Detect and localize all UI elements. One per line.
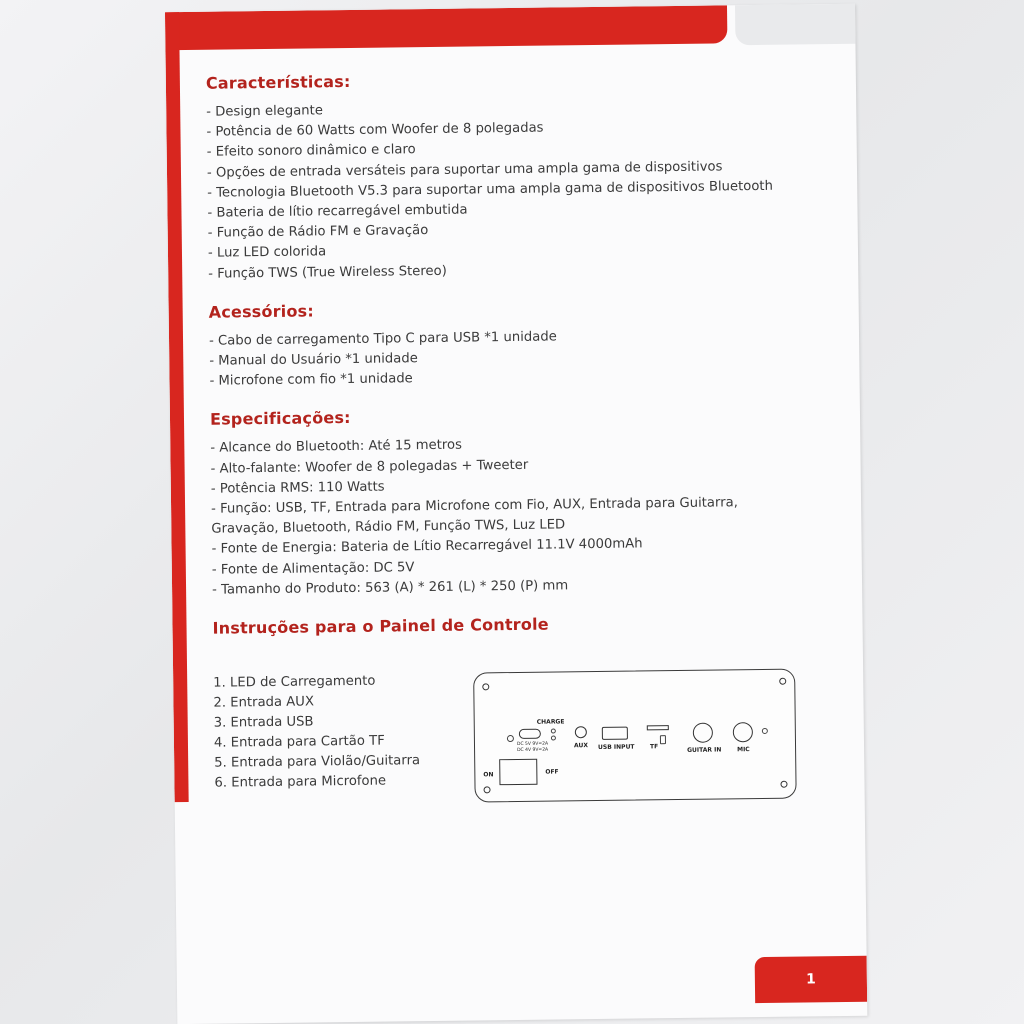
list-item: - Manual do Usuário *1 unidade bbox=[209, 351, 418, 369]
control-panel-diagram bbox=[473, 669, 797, 803]
guitar-jack-icon bbox=[693, 723, 713, 743]
list-item: - Função de Rádio FM e Gravação bbox=[207, 223, 429, 241]
charge-label: CHARGE bbox=[536, 718, 565, 726]
section-especificacoes bbox=[210, 403, 812, 601]
tf-card-icon bbox=[660, 735, 666, 744]
off-label: OFF bbox=[545, 768, 559, 776]
list-item: 2. Entrada AUX bbox=[213, 694, 315, 711]
tf-slot-icon bbox=[647, 725, 669, 730]
list-item: - Bateria de lítio recarregável embutida bbox=[207, 202, 468, 221]
list-item: - Fonte de Energia: Bateria de Lítio Recarregável 11.1V 4000mAh bbox=[211, 536, 643, 558]
screw-icon bbox=[780, 781, 787, 788]
panel-legend-list bbox=[213, 671, 464, 794]
list-item: - Efeito sonoro dinâmico e claro bbox=[206, 142, 416, 161]
charge-indicator-icon bbox=[551, 735, 556, 740]
list-item: - Potência RMS: 110 Watts bbox=[210, 479, 385, 497]
aux-label: AUX bbox=[573, 742, 589, 750]
usb-port-icon bbox=[602, 727, 628, 740]
page-number: 1 bbox=[755, 956, 868, 1003]
list-item: - Função: USB, TF, Entrada para Microfone com Fio, AUX, Entrada para Guitarra, Gravação, Bluetooth, Rádio FM, Função TWS, Luz LED bbox=[211, 495, 738, 537]
list-item: - Microfone com fio *1 unidade bbox=[209, 371, 413, 389]
section-title-painel: Instruções para o Painel de Controle bbox=[212, 614, 549, 638]
section-title-caracteristicas: Características: bbox=[205, 71, 351, 93]
list-item: - Design elegante bbox=[206, 103, 324, 120]
section-caracteristicas bbox=[206, 66, 809, 284]
list-item: - Luz LED colorida bbox=[207, 244, 327, 262]
top-grey-tab bbox=[735, 4, 855, 45]
list-item: 3. Entrada USB bbox=[213, 714, 314, 731]
aux-jack-icon bbox=[575, 726, 587, 738]
guitar-in-label: GUITAR IN bbox=[687, 746, 722, 754]
list-item: - Alcance do Bluetooth: Até 15 metros bbox=[210, 438, 463, 457]
list-item: - Fonte de Alimentação: DC 5V bbox=[211, 559, 415, 578]
charge-indicator-icon bbox=[551, 728, 556, 733]
list-item: 5. Entrada para Violão/Guitarra bbox=[214, 753, 421, 771]
screw-icon bbox=[484, 786, 491, 793]
indicator-icon bbox=[762, 728, 768, 734]
charge-led-icon bbox=[507, 735, 514, 742]
section-title-acessorios: Acessórios: bbox=[208, 301, 315, 322]
power-switch-icon bbox=[499, 759, 537, 785]
usb-input-label: USB INPUT bbox=[597, 743, 635, 751]
screw-icon bbox=[482, 683, 489, 690]
list-item: 1. LED de Carregamento bbox=[213, 673, 376, 691]
on-label: ON bbox=[483, 771, 494, 779]
section-title-especificacoes: Especificações: bbox=[209, 408, 351, 430]
list-item: - Potência de 60 Watts com Woofer de 8 polegadas bbox=[206, 120, 544, 140]
list-item: 4. Entrada para Cartão TF bbox=[213, 733, 385, 751]
type-c-port-icon bbox=[519, 729, 541, 739]
list-item: 6. Entrada para Microfone bbox=[214, 773, 387, 791]
list-item: - Tamanho do Produto: 563 (A) * 261 (L) * 250 (P) mm bbox=[211, 578, 569, 598]
section-acessorios bbox=[209, 295, 810, 392]
dc-label-1: DC 5V 9V=2A bbox=[516, 741, 549, 747]
manual-page bbox=[165, 4, 867, 1024]
list-item: - Alto-falante: Woofer de 8 polegadas + Tweeter bbox=[210, 457, 529, 477]
mic-jack-icon bbox=[733, 722, 753, 742]
dc-label-2: DC 4V 9V=2A bbox=[517, 747, 549, 753]
top-red-band bbox=[165, 5, 727, 50]
screw-icon bbox=[779, 678, 786, 685]
list-item: - Opções de entrada versáteis para suportar uma ampla gama de dispositivos bbox=[206, 159, 723, 181]
tf-label: TF bbox=[649, 743, 659, 751]
list-item: - Cabo de carregamento Tipo C para USB *1 unidade bbox=[208, 329, 557, 349]
mic-label: MIC bbox=[737, 746, 750, 754]
list-item: - Tecnologia Bluetooth V5.3 para suportar uma ampla gama de dispositivos Bluetooth bbox=[207, 178, 774, 201]
list-item: - Função TWS (True Wireless Stereo) bbox=[208, 263, 447, 282]
